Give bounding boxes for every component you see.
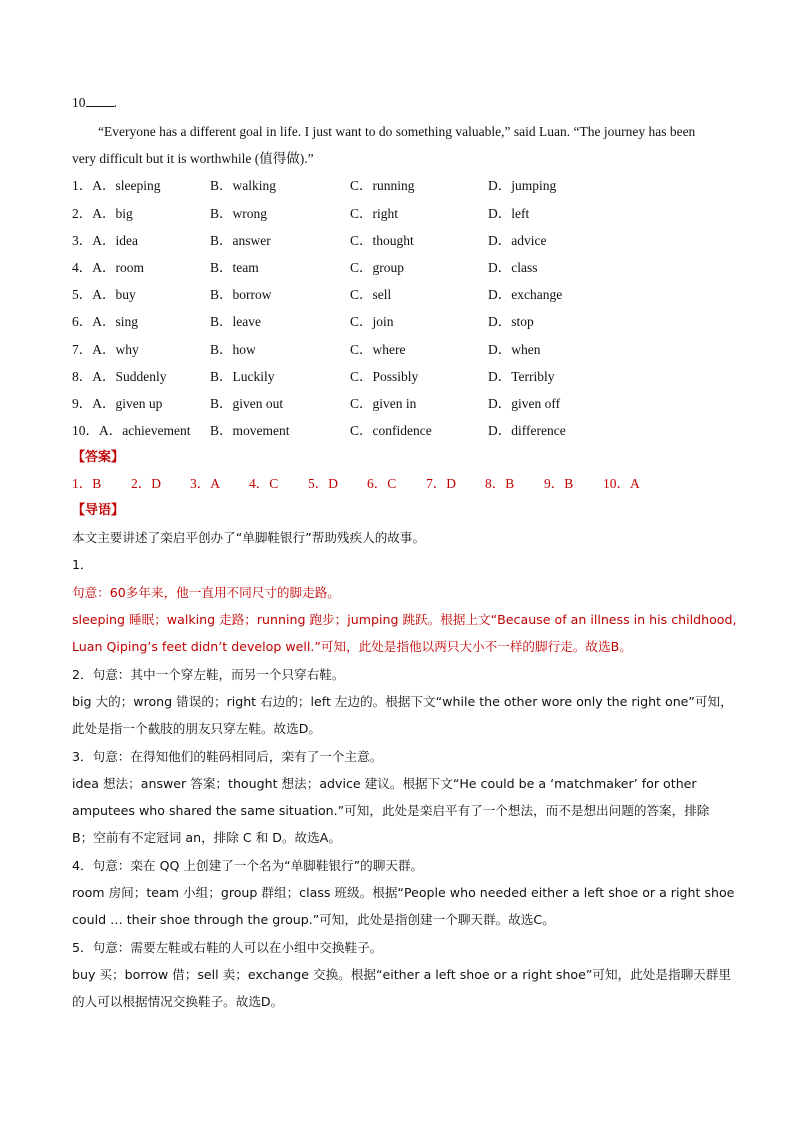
answer-item: 7．D: [426, 476, 456, 492]
option-row: [72, 417, 724, 444]
explanations: [72, 551, 737, 1015]
answer-item: 2．D: [131, 476, 161, 492]
blank-suffix: .: [113, 95, 117, 110]
option-d: D．given off: [488, 395, 561, 411]
option-row: [72, 335, 724, 362]
passage-line-1: “Everyone has a different goal in life. I just want to do something valuable,” said Luan. “The journey has been: [98, 124, 696, 139]
option-a: A．achievement: [99, 423, 191, 439]
explanation-line: idea 想法；answer 答案；thought 想法；advice 建议。根据下文“He could be a ‘matchmaker’ for other: [72, 775, 697, 791]
option-c: C．join: [350, 314, 394, 330]
question-number: 2．: [72, 205, 93, 221]
option-a: A．idea: [92, 232, 138, 248]
option-d: D．difference: [488, 423, 566, 439]
question-number: 4．: [72, 259, 93, 275]
option-row: [72, 254, 724, 281]
option-b: B．given out: [210, 395, 284, 411]
option-b: B．how: [210, 341, 256, 357]
answer-key: [72, 471, 724, 497]
option-c: C．group: [350, 259, 404, 275]
blank-number: 10: [72, 95, 86, 110]
option-b: B．leave: [210, 314, 261, 330]
option-b: B．answer: [210, 232, 271, 248]
explanation-line: 5．句意：需要左鞋或右鞋的人可以在小组中交换鞋子。: [72, 939, 383, 955]
question-number: 6．: [72, 314, 93, 330]
explanation-line: 1．: [72, 557, 93, 573]
option-c: C．right: [350, 205, 399, 221]
option-a: A．room: [92, 259, 144, 275]
option-c: C．sell: [350, 287, 392, 303]
option-row: [72, 227, 724, 254]
question-number: 1．: [72, 178, 93, 194]
option-d: D．when: [488, 341, 541, 357]
explanation-line: 句意：60多年来，他一直用不同尺寸的脚走路。: [72, 584, 340, 600]
answer-item: 6．C: [367, 476, 397, 492]
explanation-line: Luan Qiping’s feet didn’t develop well.”可知，此处是指他以两只大小不一样的脚行走。故选B。: [72, 639, 632, 655]
option-a: A．Suddenly: [92, 368, 167, 384]
option-b: B．wrong: [210, 205, 267, 221]
option-row: [72, 363, 724, 390]
answer-item: 3．A: [190, 476, 220, 492]
answer-item: 5．D: [308, 476, 338, 492]
option-d: D．left: [488, 205, 530, 221]
option-d: D．class: [488, 259, 538, 275]
option-a: A．sleeping: [92, 178, 161, 194]
document-page: [72, 92, 737, 1016]
option-a: A．why: [92, 341, 139, 357]
option-d: D．Terribly: [488, 368, 555, 384]
answer-heading: 【答案】: [72, 450, 125, 466]
question-number: 9．: [72, 395, 93, 411]
option-b: B．team: [210, 259, 259, 275]
option-c: C．Possibly: [350, 368, 419, 384]
option-c: C．running: [350, 178, 415, 194]
question-number: 3．: [72, 232, 93, 248]
explanation-line: buy 买；borrow 借；sell 卖；exchange 交换。根据“either a left shoe or a right shoe”可知，此处是指聊天群里: [72, 966, 731, 982]
guide-heading: 【导语】: [72, 503, 125, 519]
answer-item: 9．B: [544, 476, 574, 492]
option-b: B．walking: [210, 178, 276, 194]
option-a: A．buy: [92, 287, 136, 303]
answer-item: 10．A: [603, 476, 640, 492]
option-row: [72, 199, 724, 226]
blank-underline: [86, 92, 114, 107]
explanation-line: 3．句意：在得知他们的鞋码相同后，栾有了一个主意。: [72, 748, 383, 764]
question-number: 8．: [72, 368, 93, 384]
explanation-line: 2．句意：其中一个穿左鞋，而另一个只穿右鞋。: [72, 666, 345, 682]
option-d: D．advice: [488, 232, 547, 248]
explanation-line: amputees who shared the same situation.”可知，此处是栾启平有了一个想法，而不是想出问题的答案，排除: [72, 803, 710, 819]
option-row: [72, 390, 724, 417]
option-d: D．stop: [488, 314, 534, 330]
explanation-line: 的人可以根据情况交换鞋子。故选D。: [72, 994, 284, 1010]
answer-item: 8．B: [485, 476, 515, 492]
option-a: A．sing: [92, 314, 139, 330]
explanation-line: 此处是指一个截肢的朋友只穿左鞋。故选D。: [72, 721, 321, 737]
explanation-line: 4．句意：栾在 QQ 上创建了一个名为“单脚鞋银行”的聊天群。: [72, 857, 424, 873]
option-b: B．Luckily: [210, 368, 275, 384]
guide-text: 本文主要讲述了栾启平创办了“单脚鞋银行”帮助残疾人的故事。: [72, 530, 426, 546]
option-a: A．given up: [92, 395, 163, 411]
option-a: A．big: [92, 205, 133, 221]
option-c: C．thought: [350, 232, 414, 248]
option-b: B．movement: [210, 423, 290, 439]
option-c: C．given in: [350, 395, 417, 411]
answer-item: 4．C: [249, 476, 279, 492]
question-number: 7．: [72, 341, 93, 357]
option-row: [72, 308, 724, 335]
option-d: D．exchange: [488, 287, 563, 303]
question-number: 10．: [72, 423, 99, 439]
options-list: [72, 172, 724, 444]
option-d: D．jumping: [488, 178, 557, 194]
explanation-line: big 大的；wrong 错误的；right 右边的；left 左边的。根据下文“while the other wore only the right one”可知，: [72, 693, 733, 709]
explanation-line: B；空前有不定冠词 an，排除 C 和 D。故选A。: [72, 830, 341, 846]
explanation-line: room 房间；team 小组；group 群组；class 班级。根据“People who needed either a left shoe or a right shoe: [72, 885, 735, 901]
option-c: C．where: [350, 341, 406, 357]
option-b: B．borrow: [210, 287, 272, 303]
question-number: 5．: [72, 287, 93, 303]
option-c: C．confidence: [350, 423, 432, 439]
passage: [72, 118, 724, 172]
blank-line-row: [72, 92, 724, 116]
option-row: [72, 281, 724, 308]
passage-line-2: very difficult but it is worthwhile (值得做).”: [72, 151, 314, 166]
explanation-line: could … their shoe through the group.”可知，此处是指创建一个聊天群。故选C。: [72, 912, 555, 928]
explanation-line: sleeping 睡眠；walking 走路；running 跑步；jumping 跳跃。根据上文“Because of an illness in his childhood,: [72, 612, 737, 628]
option-row: [72, 172, 724, 199]
answer-item: 1．B: [72, 476, 102, 492]
